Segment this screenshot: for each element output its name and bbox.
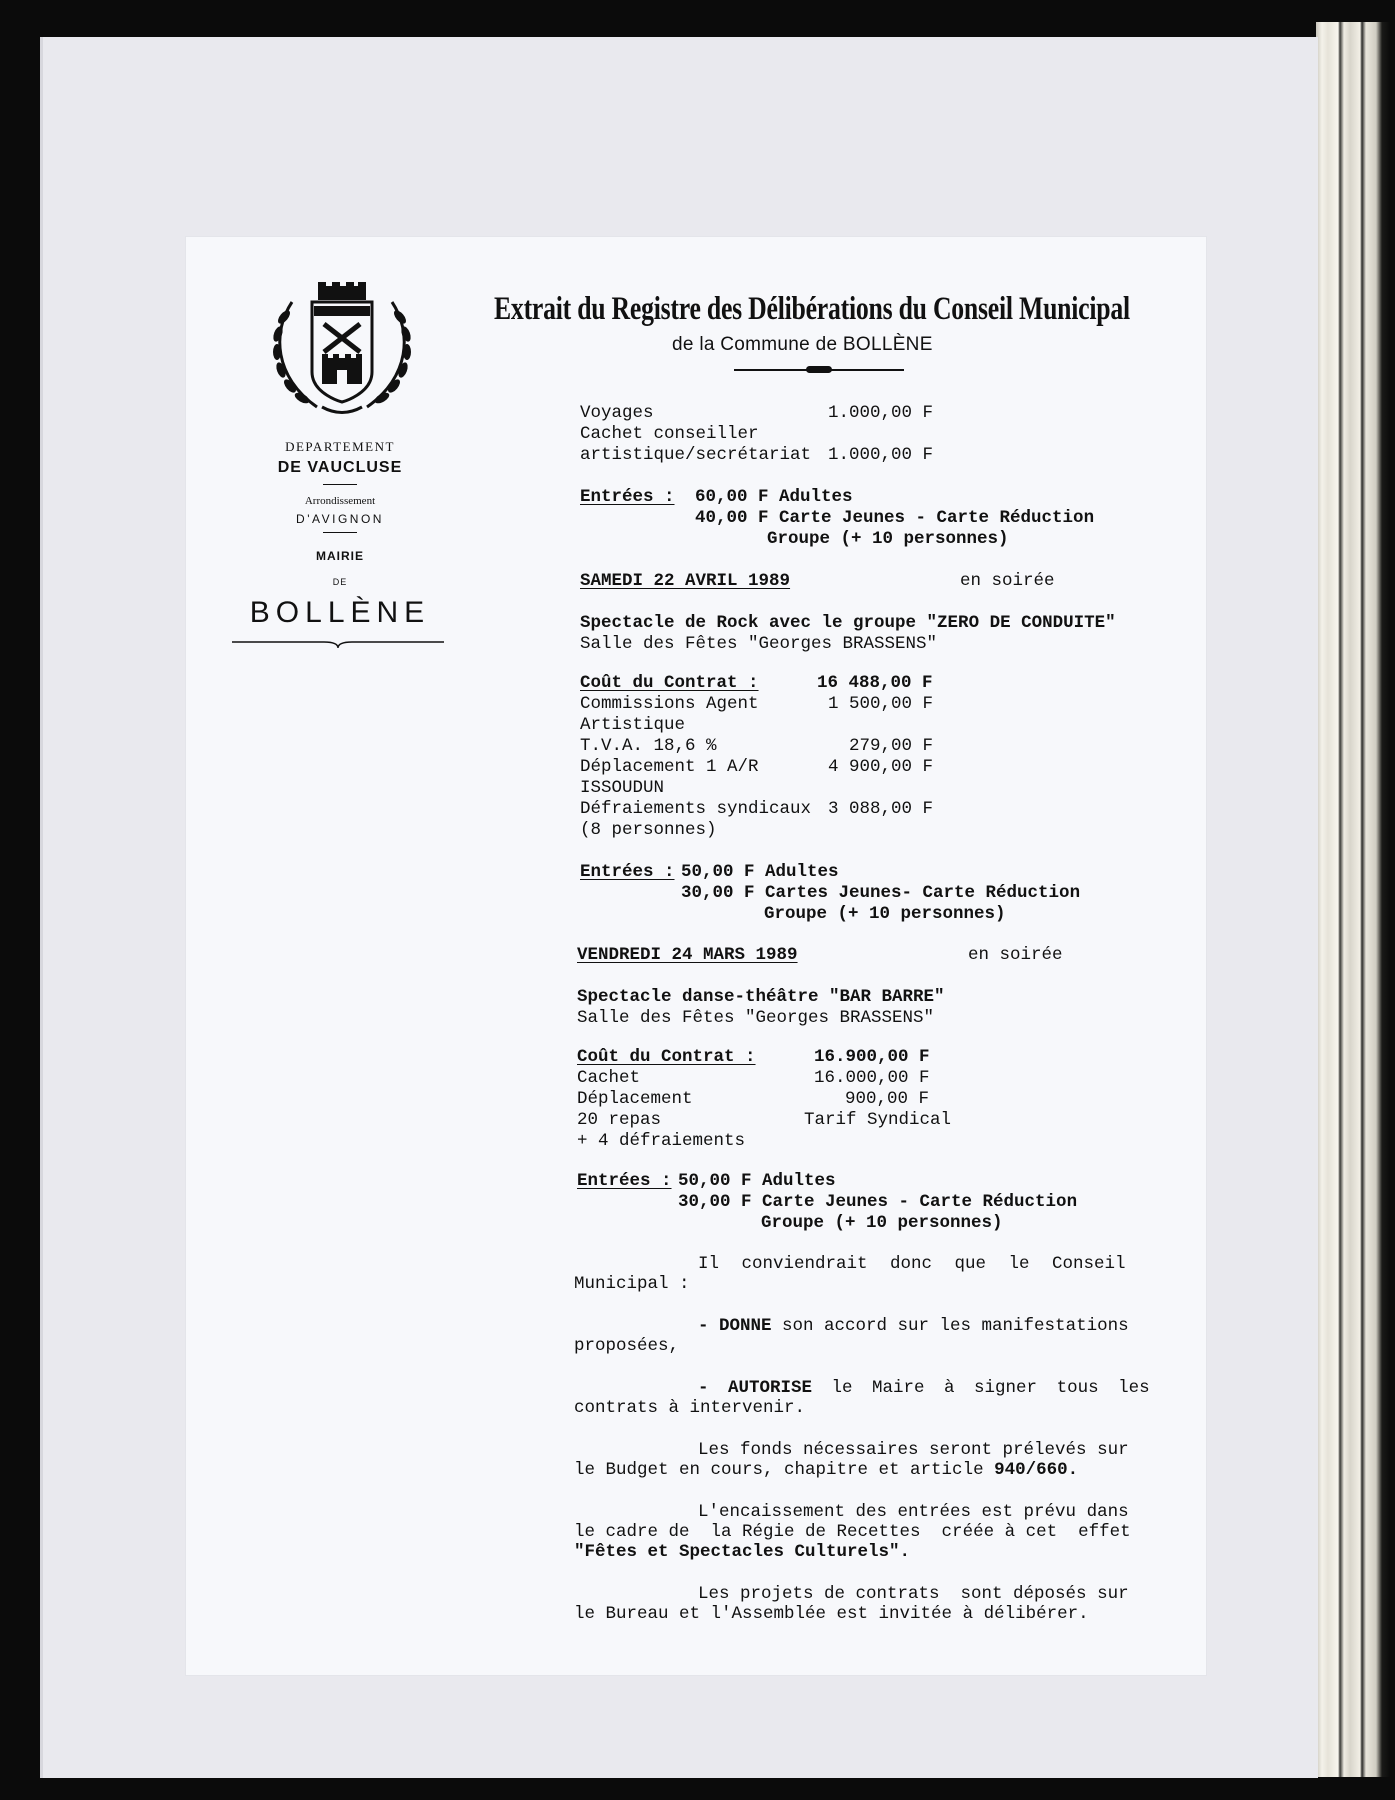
cost-item-label: + 4 défraiements bbox=[577, 1131, 746, 1151]
cost-item-label: Déplacement 1 A/R bbox=[580, 757, 759, 777]
entrees-line: 50,00 F Adultes bbox=[678, 1171, 836, 1191]
sidebar-divider bbox=[323, 484, 357, 485]
budget-article: 940/660. bbox=[994, 1460, 1079, 1480]
cost-item-value: Tarif Syndical bbox=[804, 1110, 952, 1130]
event-time: en soirée bbox=[968, 945, 1063, 965]
event-date: SAMEDI 22 AVRIL 1989 bbox=[580, 571, 791, 591]
voyages-value: 1.000,00 F bbox=[828, 403, 934, 423]
entrees-label: Entrées : bbox=[580, 487, 675, 507]
commune-underline-ornament bbox=[232, 637, 444, 649]
cout-value: 16.900,00 F bbox=[814, 1047, 930, 1067]
city-crest-emblem bbox=[262, 282, 422, 422]
decision-keyword: - AUTORISE bbox=[698, 1378, 813, 1398]
decision-text: contrats à intervenir. bbox=[574, 1398, 806, 1418]
document-subtitle: de la Commune de BOLLÈNE bbox=[672, 334, 933, 355]
sidebar-divider bbox=[323, 532, 357, 533]
voyages-label: Voyages bbox=[580, 403, 654, 423]
conclusion-paragraph: Municipal : bbox=[574, 1274, 690, 1294]
regie-paragraph: le cadre de la Régie de Recettes créée à cet effet bbox=[574, 1522, 1131, 1542]
cost-item-value: 1 500,00 F bbox=[828, 694, 934, 714]
cost-item-label: Déplacement bbox=[577, 1089, 693, 1109]
cout-label: Coût du Contrat : bbox=[580, 673, 759, 693]
cost-item-label: Défraiements syndicaux bbox=[580, 799, 812, 819]
decision-donne bbox=[698, 1316, 1129, 1336]
entrees-label: Entrées : bbox=[580, 862, 675, 882]
funding-text: le Budget en cours, chapitre et article bbox=[574, 1460, 995, 1480]
cachet-label: Cachet conseiller bbox=[580, 424, 759, 444]
funding-paragraph: Les fonds nécessaires seront prélevés sur bbox=[698, 1440, 1129, 1460]
cost-item-value: 16.000,00 F bbox=[814, 1068, 930, 1088]
funding-paragraph bbox=[574, 1460, 1078, 1480]
entrees-line: Groupe (+ 10 personnes) bbox=[761, 1213, 1003, 1233]
cost-item-label: Cachet bbox=[577, 1068, 641, 1088]
event-title: Spectacle danse-théâtre "BAR BARRE" bbox=[577, 987, 945, 1007]
binder-page-edges bbox=[1316, 22, 1390, 1777]
decision-text: son accord sur les manifestations bbox=[771, 1316, 1129, 1336]
closing-paragraph: Les projets de contrats sont déposés sur bbox=[698, 1584, 1129, 1604]
title-rule-ornament bbox=[806, 366, 832, 373]
entrees-line: 50,00 F Adultes bbox=[681, 862, 839, 882]
entrees-line: 60,00 F Adultes bbox=[695, 487, 853, 507]
event-date: VENDREDI 24 MARS 1989 bbox=[577, 945, 798, 965]
cout-value: 16 488,00 F bbox=[817, 673, 933, 693]
cost-item-value: 279,00 F bbox=[849, 736, 934, 756]
cost-item-label: (8 personnes) bbox=[580, 820, 717, 840]
entrees-line: 30,00 F Cartes Jeunes- Carte Réduction bbox=[681, 883, 1081, 903]
cost-item-label: Commissions Agent bbox=[580, 694, 759, 714]
regie-name: "Fêtes et Spectacles Culturels". bbox=[574, 1542, 911, 1562]
entrees-line: 30,00 F Carte Jeunes - Carte Réduction bbox=[678, 1192, 1078, 1212]
cost-item-label: 20 repas bbox=[577, 1110, 662, 1130]
cost-item-value: 900,00 F bbox=[845, 1089, 930, 1109]
cachet-label-2: artistique/secrétariat bbox=[580, 445, 812, 465]
cost-item-label: T.V.A. 18,6 % bbox=[580, 736, 717, 756]
closing-paragraph: le Bureau et l'Assemblée est invitée à délibérer. bbox=[574, 1604, 1089, 1624]
entrees-line: Groupe (+ 10 personnes) bbox=[767, 529, 1009, 549]
cost-item-label: Artistique bbox=[580, 715, 686, 735]
regie-paragraph: L'encaissement des entrées est prévu dans bbox=[698, 1502, 1129, 1522]
decision-autorise bbox=[698, 1378, 1150, 1398]
cost-item-value: 3 088,00 F bbox=[828, 799, 934, 819]
decision-keyword: - DONNE bbox=[698, 1316, 772, 1336]
event-venue: Salle des Fêtes "Georges BRASSENS" bbox=[577, 1008, 935, 1028]
departement-label: DEPARTEMENT bbox=[285, 439, 395, 454]
conclusion-paragraph: Il conviendrait donc que le Conseil bbox=[698, 1254, 1126, 1274]
event-title: Spectacle de Rock avec le groupe "ZERO DE CONDUITE" bbox=[580, 613, 1116, 633]
cachet-value: 1.000,00 F bbox=[828, 445, 934, 465]
de-label: DE bbox=[332, 577, 348, 587]
event-time: en soirée bbox=[960, 571, 1055, 591]
event-venue: Salle des Fêtes "Georges BRASSENS" bbox=[580, 634, 938, 654]
cout-label: Coût du Contrat : bbox=[577, 1047, 756, 1067]
entrees-line: 40,00 F Carte Jeunes - Carte Réduction bbox=[695, 508, 1095, 528]
arrondissement-name: D'AVIGNON bbox=[296, 512, 384, 526]
decision-text: le Maire à signer tous les bbox=[812, 1378, 1150, 1398]
mairie-label: MAIRIE bbox=[316, 549, 364, 563]
arrondissement-label: Arrondissement bbox=[304, 495, 376, 507]
commune-name: BOLLÈNE bbox=[249, 596, 431, 629]
departement-name: DE VAUCLUSE bbox=[277, 459, 403, 476]
entrees-label: Entrées : bbox=[577, 1171, 672, 1191]
document-title: Extrait du Registre des Délibérations du Conseil Municipal bbox=[494, 291, 1130, 327]
cost-item-label: ISSOUDUN bbox=[580, 778, 665, 798]
decision-text: proposées, bbox=[574, 1336, 680, 1356]
entrees-line: Groupe (+ 10 personnes) bbox=[764, 904, 1006, 924]
cost-item-value: 4 900,00 F bbox=[828, 757, 934, 777]
